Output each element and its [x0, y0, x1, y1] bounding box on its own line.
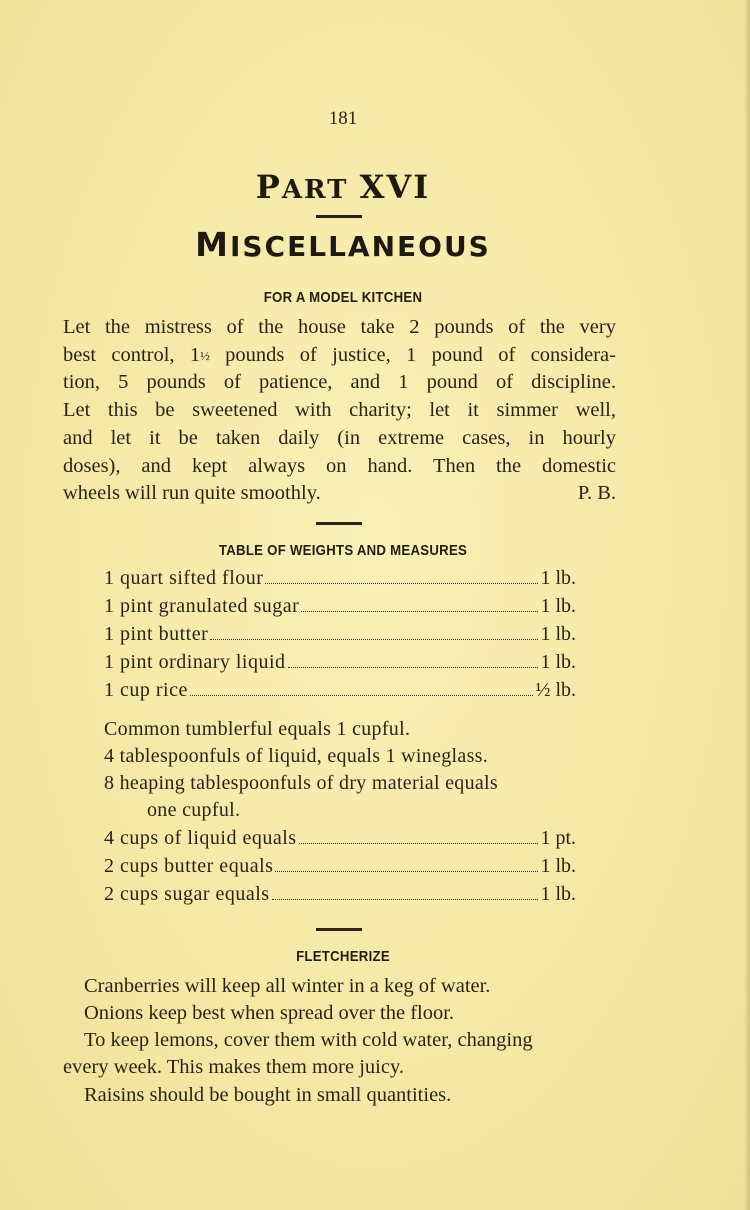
part-title-numeral: XVI	[359, 168, 431, 206]
measure-value: 1 lb.	[540, 623, 576, 645]
dot-leader	[265, 569, 538, 584]
paragraph-last-line	[63, 480, 616, 508]
paragraph-line	[63, 342, 616, 370]
measure-row	[104, 855, 576, 881]
measure-note: one cupful.	[147, 799, 241, 821]
measure-note: 4 tablespoonfuls of liquid, equals 1 wineglass.	[104, 745, 489, 767]
dot-leader	[288, 653, 539, 668]
measure-label: 1 pint ordinary liquid	[104, 651, 286, 673]
measure-value: 1 lb.	[540, 883, 576, 905]
part-title-rest: ART	[281, 175, 349, 205]
measure-value: ½ lb.	[535, 679, 576, 701]
measure-label: 2 cups sugar equals	[104, 883, 270, 905]
section-title-initial: M	[195, 225, 230, 264]
line-part: best control, 1	[63, 343, 201, 366]
measure-label: 1 pint butter	[104, 623, 209, 645]
fletcherize-line: To keep lemons, cover them with cold water, changing	[84, 1029, 533, 1051]
fletcherize-line: every week. This makes them more juicy.	[63, 1056, 404, 1078]
dot-leader	[301, 597, 538, 612]
section-title	[0, 225, 686, 264]
divider-rule	[316, 522, 362, 525]
measure-row	[104, 827, 576, 853]
paragraph-line: Let this be sweetened with charity; let it simmer well,	[63, 399, 616, 422]
fletcherize-line: Cranberries will keep all winter in a keg of water.	[84, 975, 491, 997]
measure-value: 1 pt.	[540, 827, 576, 849]
dot-leader	[299, 829, 539, 844]
divider-rule	[316, 928, 362, 931]
paragraph-line: doses), and kept always on hand. Then the domestic	[63, 454, 616, 477]
dot-leader	[210, 625, 538, 640]
measure-row	[104, 883, 576, 909]
signature: P. B.	[577, 482, 616, 505]
measure-row	[104, 679, 576, 705]
measure-value: 1 lb.	[540, 855, 576, 877]
page-edge-shadow	[744, 0, 750, 1210]
measure-value: 1 lb.	[540, 567, 576, 589]
measure-row	[104, 651, 576, 677]
measure-label: 2 cups butter equals	[104, 855, 274, 877]
paragraph-line: Let the mistress of the house take 2 pounds of the very	[63, 316, 616, 338]
paragraph-line: and let it be taken daily (in extreme cases, in hourly	[63, 426, 616, 449]
measure-note: Common tumblerful equals 1 cupful.	[104, 718, 411, 740]
weights-heading: TABLE OF WEIGHTS AND MEASURES	[218, 542, 468, 559]
fraction: ½	[200, 347, 210, 363]
part-title-initial: P	[255, 168, 282, 206]
measure-row	[104, 623, 576, 649]
page-number: 181	[328, 108, 358, 129]
divider-rule	[316, 215, 362, 218]
measure-label: 1 quart sifted flour	[104, 567, 264, 589]
fletcherize-heading: FLETCHERIZE	[296, 948, 390, 965]
dot-leader	[190, 681, 534, 696]
measure-label: 1 cup rice	[104, 679, 188, 701]
dot-leader	[272, 885, 539, 900]
fletcherize-line: Raisins should be bought in small quantities.	[84, 1084, 452, 1106]
measure-label: 1 pint granulated sugar	[104, 595, 300, 617]
model-kitchen-paragraph	[63, 314, 616, 508]
fletcherize-line: Onions keep best when spread over the floor.	[84, 1002, 455, 1024]
paragraph-line: wheels will run quite smoothly.	[63, 482, 321, 505]
measure-row	[104, 595, 576, 621]
measure-value: 1 lb.	[540, 595, 576, 617]
line-part: pounds of justice, 1 pound of considera-	[209, 343, 616, 366]
measure-label: 4 cups of liquid equals	[104, 827, 297, 849]
section-title-rest: ISCELLANEOUS	[229, 230, 491, 263]
measure-value: 1 lb.	[540, 651, 576, 673]
part-title	[0, 168, 686, 206]
measure-note: 8 heaping tablespoonfuls of dry material equals	[104, 772, 498, 794]
paragraph-line: tion, 5 pounds of patience, and 1 pound of discipline.	[63, 371, 616, 394]
measure-row	[104, 567, 576, 593]
model-kitchen-heading: FOR A MODEL KITCHEN	[263, 289, 423, 306]
dot-leader	[275, 857, 538, 872]
